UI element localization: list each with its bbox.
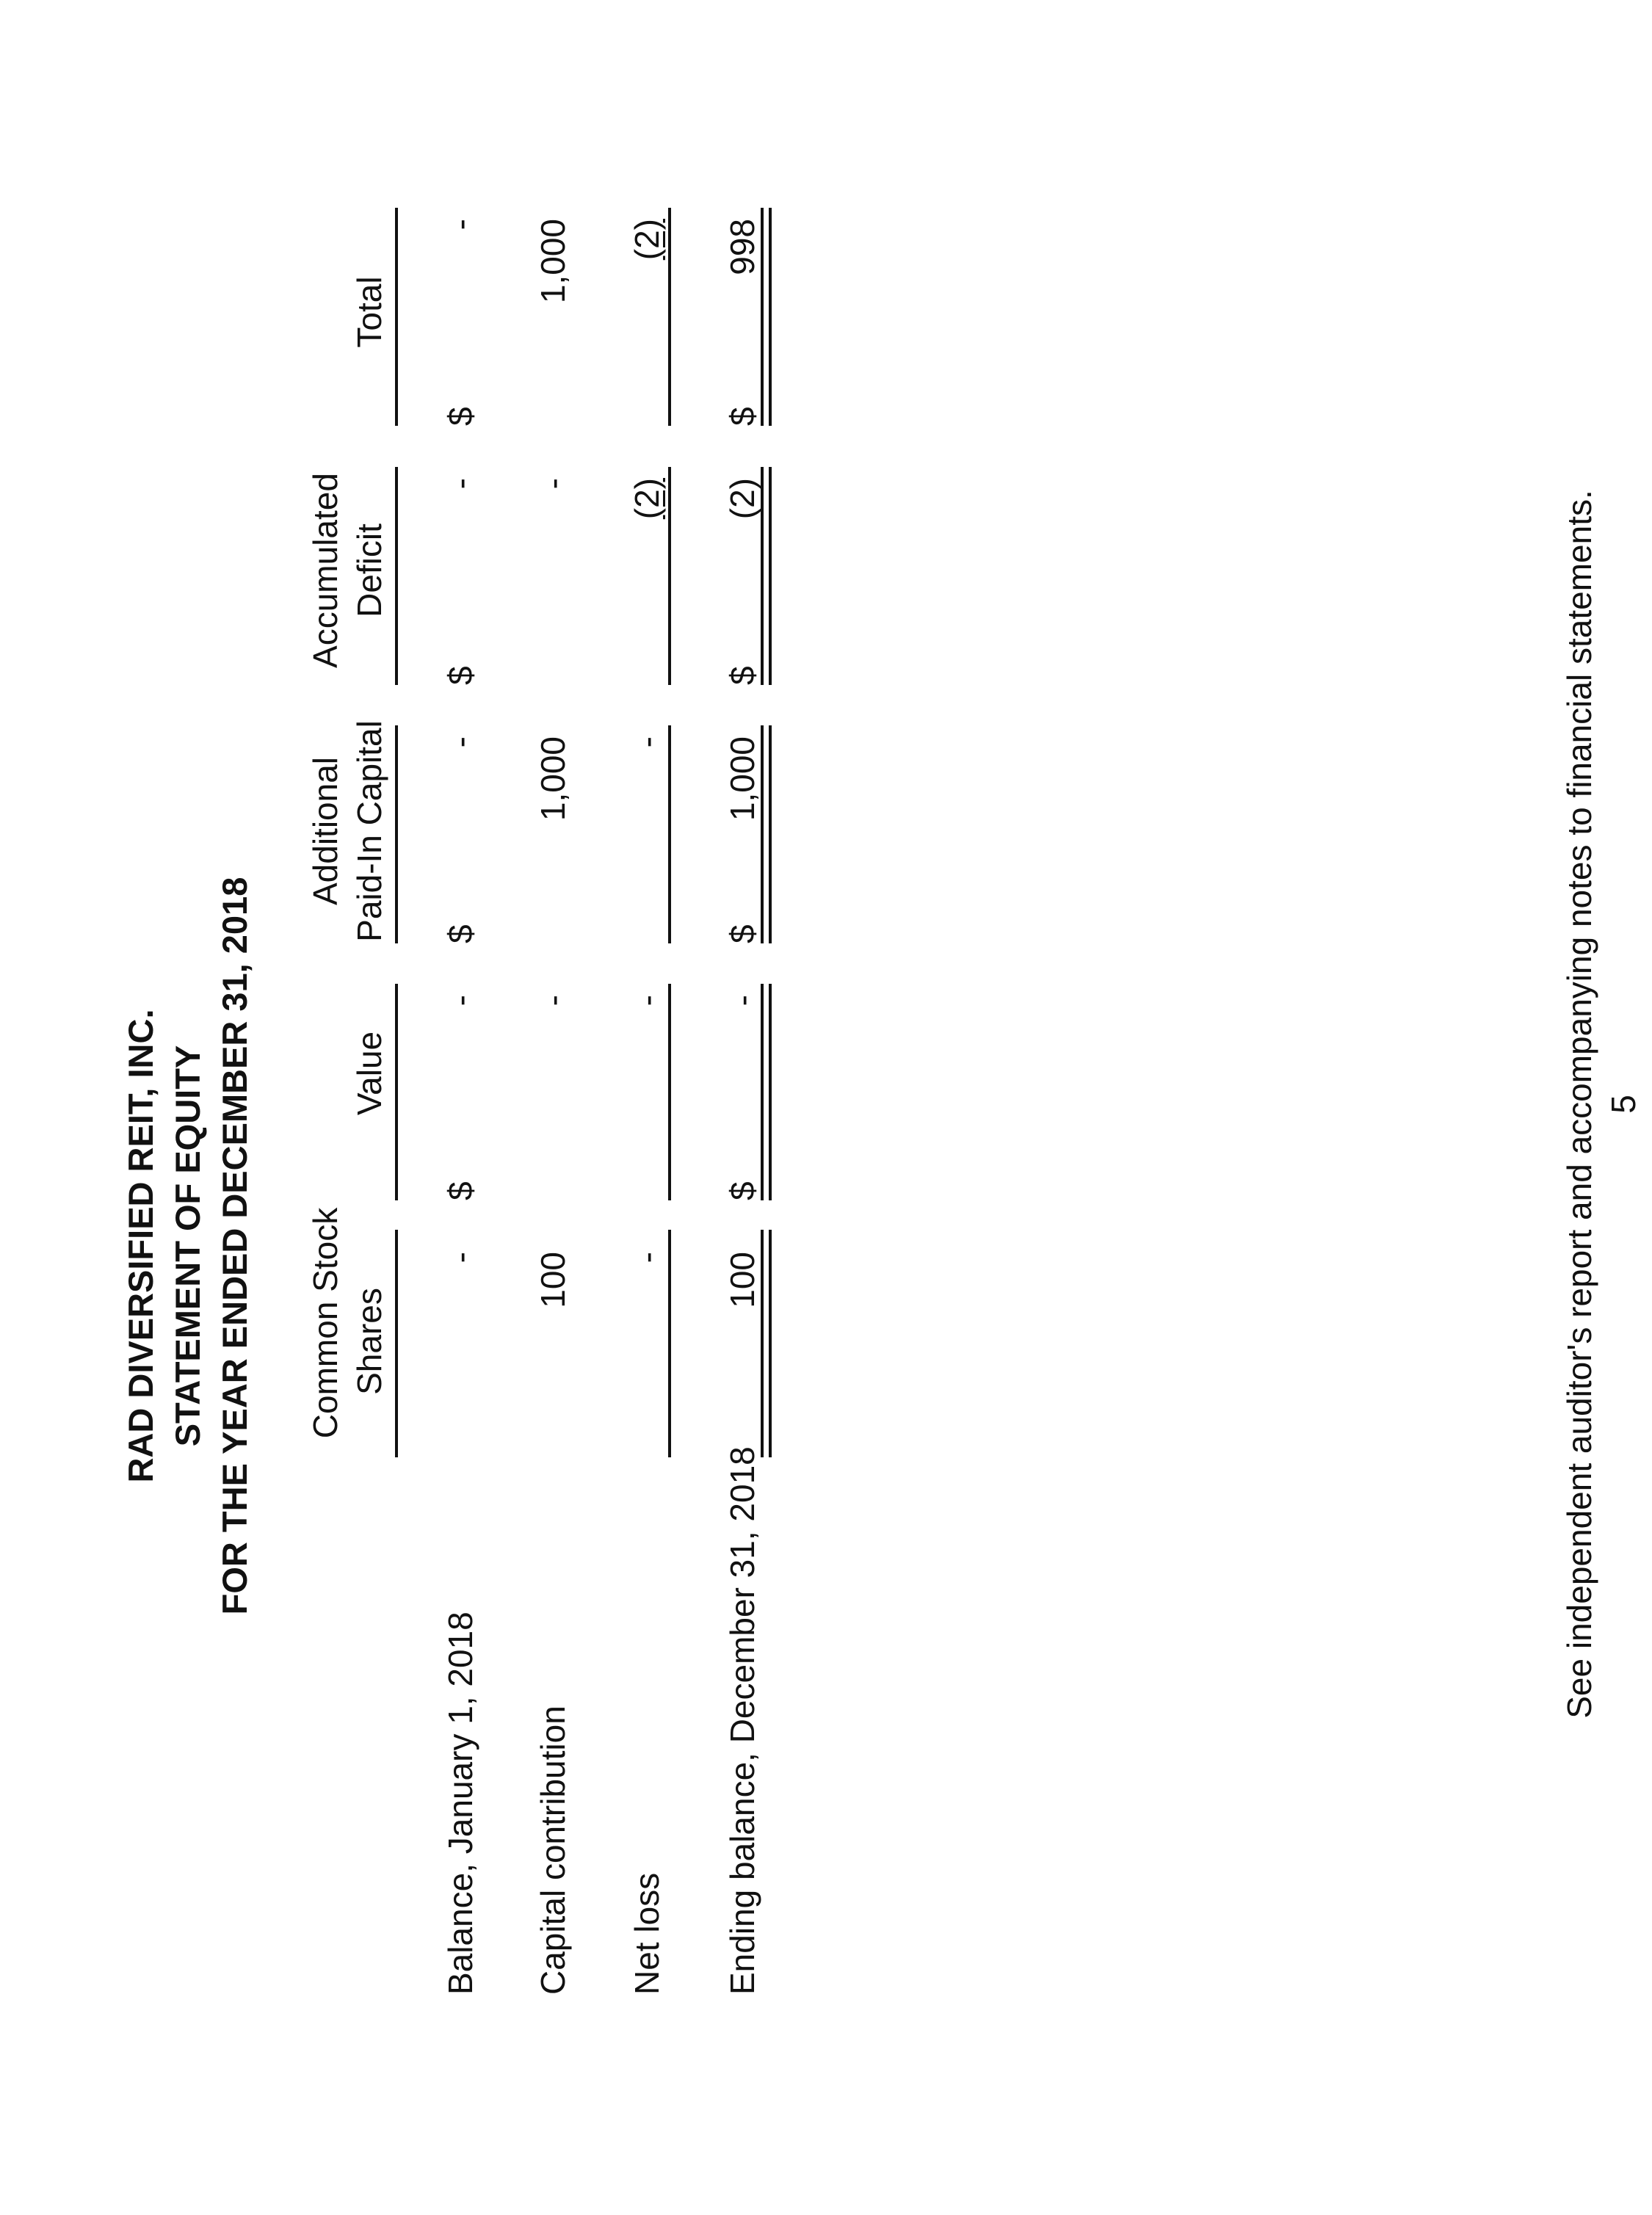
- total-header-rule: [395, 208, 398, 426]
- cell-shares: -: [441, 1252, 479, 1264]
- cell-shares: -: [628, 1252, 666, 1264]
- cell-total: (2): [628, 219, 666, 261]
- subtotal-rule: [668, 984, 671, 1200]
- row-label: Capital contribution: [534, 1705, 572, 1995]
- cell-deficit: -: [534, 478, 572, 490]
- cell-value: -: [534, 995, 572, 1007]
- cell-total: 998: [723, 219, 761, 275]
- cell-value: -: [723, 995, 761, 1007]
- cell-shares: 100: [723, 1252, 761, 1308]
- dollar-sign: $: [723, 407, 761, 426]
- cell-total: -: [441, 219, 479, 231]
- total-double-rule: [761, 725, 772, 943]
- cell-apic: 1,000: [534, 736, 572, 822]
- period-title: FOR THE YEAR ENDED DECEMBER 31, 2018: [215, 877, 254, 1615]
- deficit-header-line1: Accumulated: [306, 473, 344, 668]
- dollar-sign: $: [723, 924, 761, 943]
- cell-deficit: -: [441, 478, 479, 490]
- subtotal-rule: [668, 1230, 671, 1457]
- subtotal-rule: [668, 208, 671, 426]
- value-header: Value: [350, 1031, 388, 1116]
- deficit-header-line2: Deficit: [350, 523, 388, 617]
- company-name: RAD DIVERSIFIED REIT, INC.: [121, 1009, 160, 1483]
- dollar-sign: $: [441, 407, 479, 426]
- cell-deficit: (2): [628, 478, 666, 520]
- cell-deficit: (2): [723, 478, 761, 520]
- dollar-sign: $: [441, 1181, 479, 1200]
- cell-apic: -: [628, 736, 666, 748]
- subtotal-rule: [668, 725, 671, 943]
- cell-apic: 1,000: [723, 736, 761, 822]
- cell-total: 1,000: [534, 219, 572, 304]
- shares-header-rule: [395, 1230, 398, 1457]
- cell-value: -: [628, 995, 666, 1007]
- deficit-header-rule: [395, 467, 398, 685]
- total-double-rule: [761, 1230, 772, 1457]
- dollar-sign: $: [441, 924, 479, 943]
- dollar-sign: $: [723, 666, 761, 685]
- subtotal-rule: [668, 467, 671, 685]
- statement-title: STATEMENT OF EQUITY: [168, 1045, 207, 1447]
- row-label: Balance, January 1, 2018: [441, 1612, 479, 1995]
- row-label: Net loss: [628, 1872, 666, 1995]
- total-double-rule: [761, 984, 772, 1200]
- cell-shares: 100: [534, 1252, 572, 1308]
- value-header-rule: [395, 984, 398, 1200]
- footer-note: See independent auditor's report and accompanying notes to financial statements.: [1560, 490, 1598, 1719]
- total-double-rule: [761, 467, 772, 685]
- total-double-rule: [761, 208, 772, 426]
- dollar-sign: $: [723, 1181, 761, 1200]
- row-label: Ending balance, December 31, 2018: [723, 1446, 761, 1995]
- dollar-sign: $: [441, 666, 479, 685]
- cell-value: -: [441, 995, 479, 1007]
- page-number: 5: [1604, 1095, 1642, 1114]
- apic-header-rule: [395, 725, 398, 943]
- common-stock-header: Common Stock: [306, 1207, 344, 1439]
- apic-header-line1: Additional: [306, 756, 344, 906]
- total-header: Total: [350, 276, 388, 348]
- cell-apic: -: [441, 736, 479, 748]
- apic-header-line2: Paid-In Capital: [350, 720, 388, 942]
- shares-header: Shares: [350, 1288, 388, 1395]
